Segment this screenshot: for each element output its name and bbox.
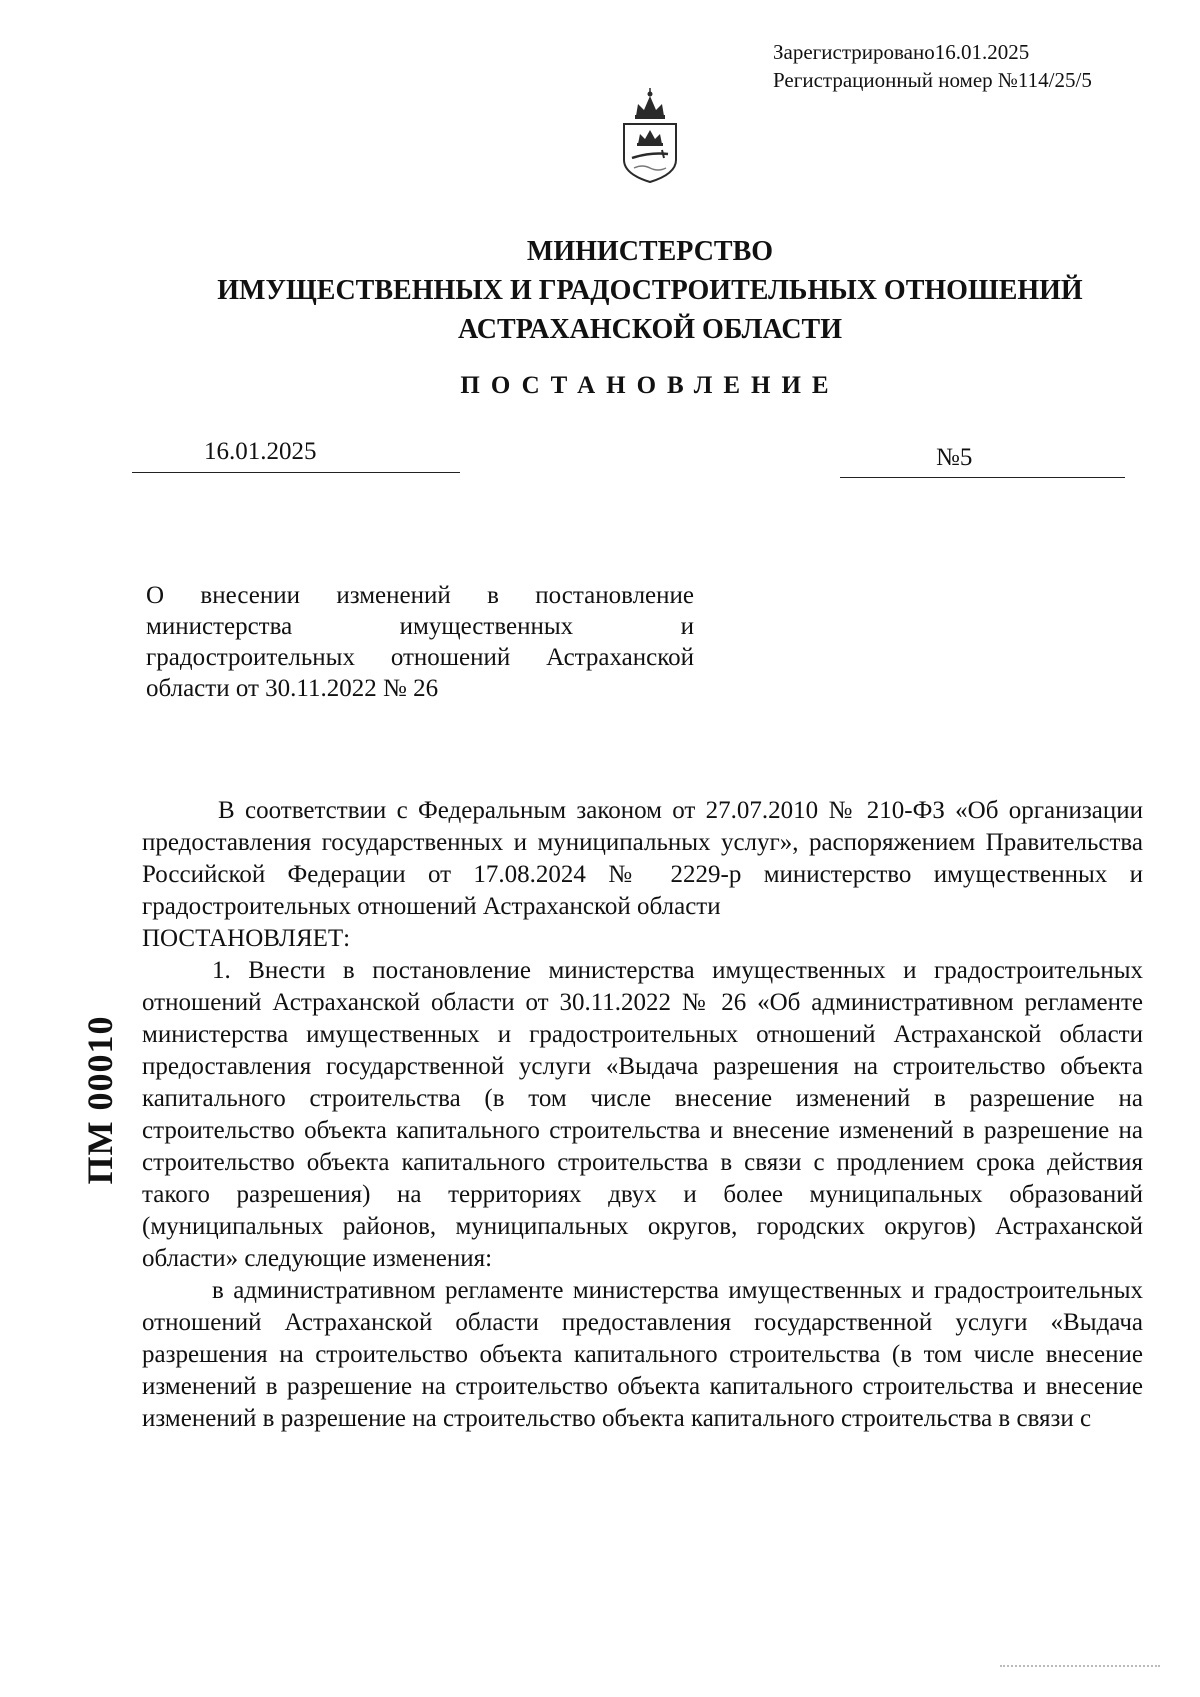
registration-number: Регистрационный номер №114/25/5	[773, 68, 1092, 92]
registration-date: Зарегистрировано16.01.2025	[773, 40, 1030, 64]
astrakhan-coat-of-arms-icon	[618, 86, 682, 186]
document-date: 16.01.2025	[204, 438, 317, 465]
preamble-paragraph: В соответствии с Федеральным законом от 27.07.2010 № 210-ФЗ «Об организации предоставления государственных и муниципальных услуг», распоряжением Правительства Российской Федерации от 17.08.2024 № 2229-р министерство имущественных и градостроительных отношений Астраханской области	[142, 797, 1143, 920]
ministry-line-2: ИМУЩЕСТВЕННЫХ И ГРАДОСТРОИТЕЛЬНЫХ ОТНОШЕНИЙ	[217, 275, 1083, 306]
item-1-paragraph: 1. Внести в постановление министерства имущественных и градостроительных отношений Астраханской области от 30.11.2022 № 26 «Об административном регламенте министерства имущественных и градостроительных отношений Астраханской области предоставления государственной услуги «Выдача разрешения на строительство объекта капитального строительства (в том числе внесение изменений в разрешение на строительство объекта капитального строительства и внесение изменений в разрешение на строительство объекта капитального строительства в связи с продлением срока действия такого разрешения) на территориях двух и более муниципальных образований (муниципальных районов, муниципальных округов, городских округов) Астраханской области» следующие изменения:	[142, 957, 1143, 1272]
item-1-sub-paragraph: в административном регламенте министерства имущественных и градостроительных отношений Астраханской области предоставления государственной услуги «Выдача разрешения на строительство объекта капитального строительства (в том числе внесение изменений в разрешение на строительство объекта капитального строительства и внесение изменений в разрешение на строительство объекта капитального строительства в связи с	[142, 1277, 1143, 1432]
document-number-field	[840, 444, 1125, 478]
document-subject: О внесении изменений в постановление министерства имущественных и градостроительных отношений Астраханской области от 30.11.2022 № 26	[146, 582, 694, 702]
ministry-line-3: АСТРАХАНСКОЙ ОБЛАСТИ	[457, 314, 843, 345]
ministry-name	[150, 232, 1150, 349]
decree-word: ПОСТАНОВЛЯЕТ:	[142, 925, 351, 952]
document-date-field	[132, 438, 460, 473]
scan-artifact	[1000, 1665, 1160, 1669]
document-body	[142, 795, 1143, 1435]
side-registry-code: ПМ 00010	[80, 1015, 120, 1185]
ministry-line-1: МИНИСТЕРСТВО	[526, 236, 774, 267]
document-number: №5	[936, 444, 973, 471]
registration-stamp	[773, 38, 1092, 94]
document-type: ПОСТАНОВЛЕНИЕ	[460, 372, 840, 399]
